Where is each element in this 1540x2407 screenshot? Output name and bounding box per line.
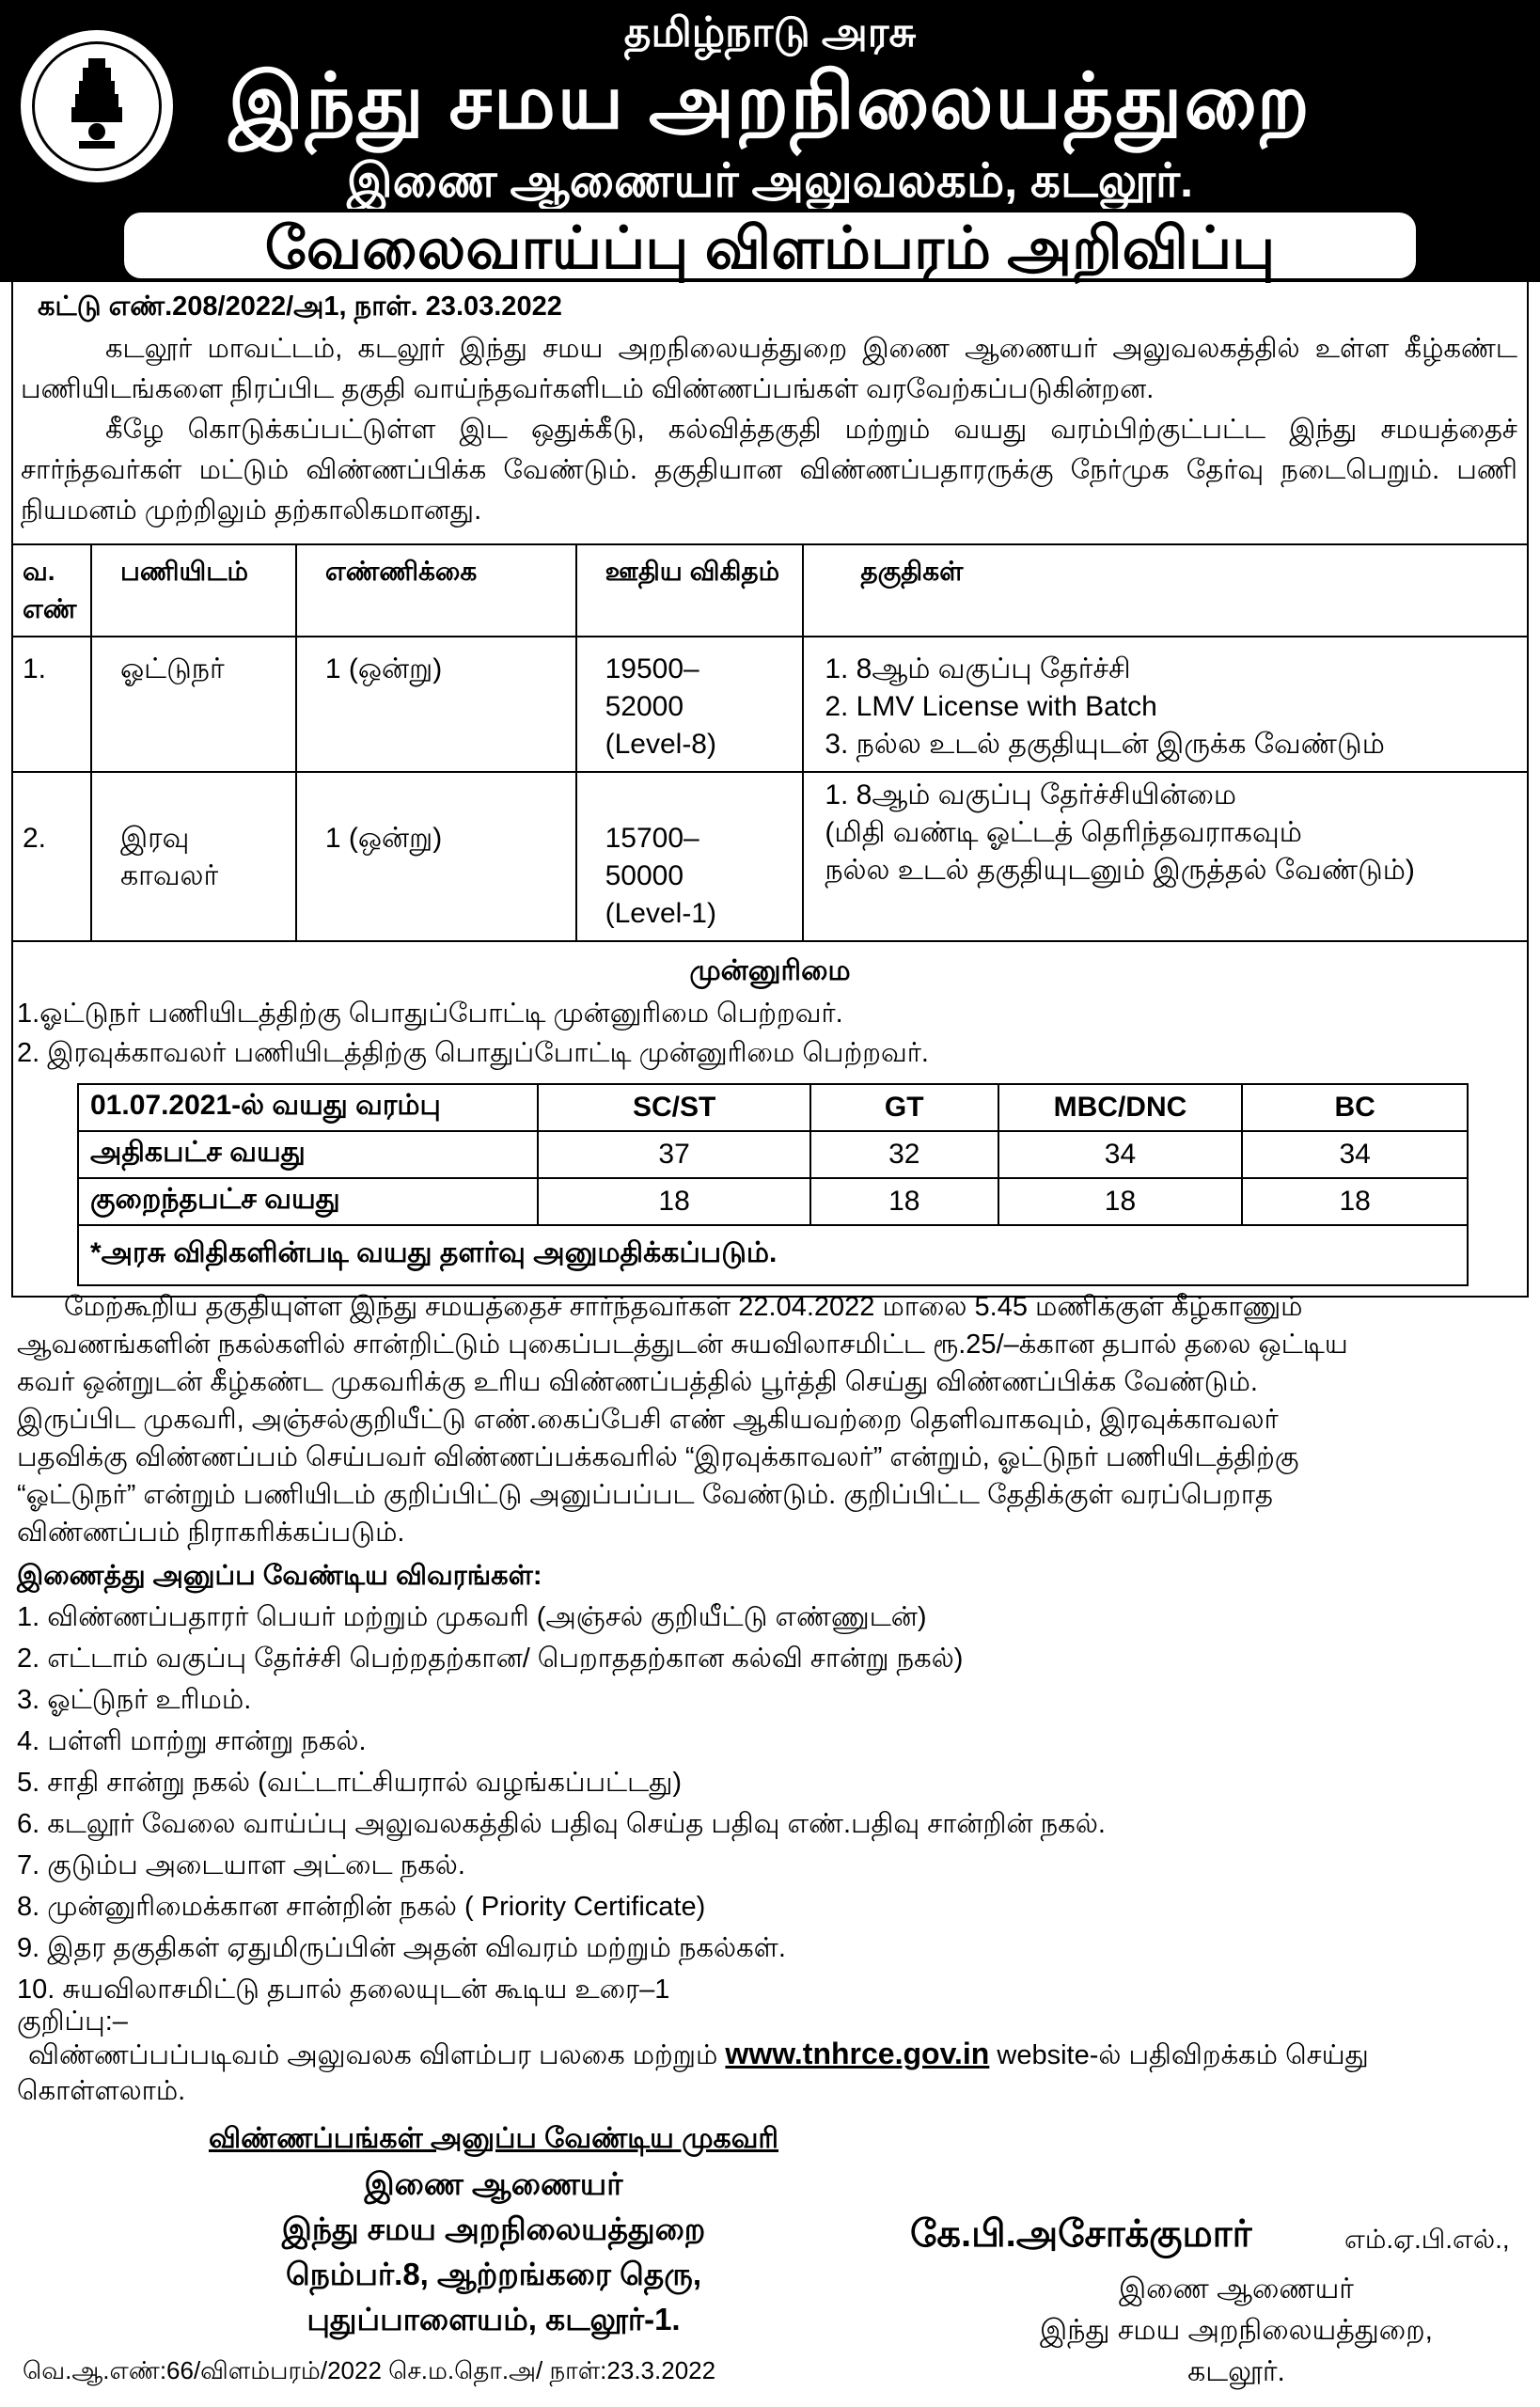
age-header-gt: GT	[810, 1084, 998, 1131]
table-row	[78, 1178, 1468, 1225]
priority-title: முன்னுரிமை	[689, 955, 851, 986]
age-header-mbc: MBC/DNC	[998, 1084, 1243, 1131]
reference-number: கட்டு எண்.208/2022/அ1, நாள். 23.03.2022	[38, 291, 562, 322]
age-header-bc: BC	[1242, 1084, 1468, 1131]
document-item: 9. இதர தகுதிகள் ஏதுமிருப்பின் அதன் விவரம் மற்றும் நகல்கள்.	[17, 1933, 786, 1963]
document-item: 7. குடும்ப அடையாள அட்டை நகல்.	[17, 1850, 465, 1880]
document-item: 8. முன்னுரிமைக்கான சான்றின் நகல் ( Priority Certificate)	[17, 1892, 706, 1922]
post-line: இரவு	[119, 823, 190, 854]
qualification-line: 3. நல்ல உடல் தகுதியுடன் இருக்க வேண்டும்	[825, 729, 1385, 760]
pay-line: (Level-8)	[605, 729, 716, 760]
address-line: இந்து சமய அறநிலையத்துறை	[281, 2211, 706, 2246]
row-sno: 2.	[12, 772, 91, 941]
col-header-pay: ஊதிய விகிதம்	[576, 544, 804, 637]
qualification-line: (மிதி வண்டி ஓட்டத் தெரிந்தவராகவும்	[825, 817, 1302, 848]
document-item: 5. சாதி சான்று நகல் (வட்டாட்சியரால் வழங்கப்பட்டது)	[17, 1768, 683, 1798]
priority-item: 2. இரவுக்காவலர் பணியிடத்திற்கு பொதுப்போட்டி முன்னுரிமை பெற்றவர்.	[17, 1038, 929, 1068]
row-post: ஓட்டுநர்	[91, 637, 296, 772]
document-item: 1. விண்ணப்பதாரர் பெயர் மற்றும் முகவரி (அஞ்சல் குறியீட்டு எண்ணுடன்)	[17, 1602, 927, 1632]
age-relaxation-note: *அரசு விதிகளின்படி வயது தளர்வு அனுமதிக்கப்படும்.	[78, 1225, 1468, 1285]
intro-paragraph-2: கீழே கொடுக்கப்பட்டுள்ள இட ஒதுக்கீடு, கல்வித்தகுதி மற்றும் வயது வரம்பிற்குட்பட்ட இந்து சமயத்தைச் சார்ந்தவர்கள் மட்டும் விண்ணப்பிக்க வேண்டும். தகுதியான விண்ணப்பதாரருக்கு நேர்முக தேர்வு நடைபெறும். பணி நியமனம் முற்றிலும் தற்காலிகமானது.	[21, 415, 1517, 526]
qualification-line: 1. 8ஆம் வகுப்பு தேர்ச்சி	[825, 653, 1131, 684]
address-line: இணை ஆணையர்	[364, 2166, 623, 2201]
col-header-sno: வ. எண்	[12, 544, 91, 637]
max-age-bc: 34	[1242, 1131, 1468, 1178]
signatory-line: இந்து சமய அறநிலையத்துறை,	[1040, 2315, 1433, 2346]
age-header-label: 01.07.2021-ல் வயது வரம்பு	[78, 1084, 538, 1131]
signatory-degree: எம்.ஏ.பி.எல்.,	[1344, 2225, 1510, 2254]
min-age-gt: 18	[810, 1178, 998, 1225]
body-line: இருப்பிட முகவரி, அஞ்சல்குறியீட்டு எண்.கைப்பேசி எண் ஆகியவற்றை தெளிவாகவும், இரவுக்காவலர்	[17, 1405, 1279, 1435]
table-row	[12, 637, 1528, 772]
post-line: காவலர்	[119, 860, 219, 891]
qualification-line: 2. LMV License with Batch	[825, 691, 1157, 722]
col-header-count: எண்ணிக்கை	[296, 544, 576, 637]
posts-table	[11, 543, 1529, 942]
note-text: விண்ணப்பப்படிவம் அலுவலக விளம்பர பலகை மற்றும்	[28, 2040, 718, 2070]
note-text-end: website-ல் பதிவிறக்கம் செய்து	[997, 2040, 1369, 2070]
pay-line: 19500–	[605, 653, 699, 684]
table-row	[12, 772, 1528, 941]
office-title: இணை ஆணையர் அலுவலகம், கடலூர்.	[347, 154, 1193, 207]
signatory-name: கே.பி.அசோக்குமார்	[910, 2213, 1252, 2255]
pay-line: (Level-1)	[605, 898, 716, 929]
max-age-mbc: 34	[998, 1131, 1243, 1178]
document-item: 3. ஓட்டுநர் உரிமம்.	[17, 1685, 252, 1715]
table-header-row	[12, 544, 1528, 637]
document-item: 6. கடலூர் வேலை வாய்ப்பு அலுவலகத்தில் பதிவு செய்த பதிவு எண்.பதிவு சான்றின் நகல்.	[17, 1809, 1106, 1839]
note-line-2: கொள்ளலாம்.	[17, 2076, 186, 2106]
signatory-line: இணை ஆணையர்	[1119, 2273, 1354, 2305]
col-header-qualifications: தகுதிகள்	[803, 544, 1528, 637]
document-item: 4. பள்ளி மாற்று சான்று நகல்.	[17, 1726, 367, 1756]
intro-paragraph-1: கடலூர் மாவட்டம், கடலூர் இந்து சமய அறநிலையத்துறை இணை ஆணையர் அலுவலகத்தில் உள்ள கீழ்கண்ட பணியிடங்களை நிரப்பிட தகுதி வாய்ந்தவர்களிடம் விண்ணப்பங்கள் வரவேற்கப்படுகின்றன.	[21, 334, 1517, 404]
note-line	[28, 2037, 1369, 2074]
department-title: இந்து சமய அறநிலையத்துறை	[228, 59, 1312, 145]
address-line: புதுப்பாளையம், கடலூர்-1.	[306, 2302, 681, 2336]
document-item: 2. எட்டாம் வகுப்பு தேர்ச்சி பெற்றதற்கான/ பெறாததற்கான கல்வி சான்று நகல்)	[17, 1644, 964, 1674]
body-line: பதவிக்கு விண்ணப்பம் செய்பவர் விண்ணப்பக்கவரில் “இரவுக்காவலர்” என்றும், ஓட்டுநர் பணியிடத்திற்கு	[17, 1442, 1299, 1472]
pay-line: 50000	[605, 860, 684, 891]
min-age-bc: 18	[1242, 1178, 1468, 1225]
pay-line: 15700–	[605, 823, 699, 854]
row-qualifications	[803, 772, 1528, 941]
row-count: 1 (ஒன்று)	[296, 772, 576, 941]
government-title: தமிழ்நாடு அரசு	[623, 9, 917, 55]
row-pay	[576, 637, 804, 772]
table-row	[78, 1131, 1468, 1178]
min-age-label: குறைந்தபட்ச வயது	[78, 1178, 538, 1225]
row-pay	[576, 772, 804, 941]
age-header-scst: SC/ST	[538, 1084, 810, 1131]
footer-reference: வெ.ஆ.எண்:66/விளம்பரம்/2022 செ.ம.தொ.அ/ நாள்:23.3.2022	[23, 2356, 716, 2384]
announcement-banner: வேலைவாய்ப்பு விளம்பரம் அறிவிப்பு	[120, 209, 1420, 282]
pay-line: 52000	[605, 691, 684, 722]
table-row	[78, 1225, 1468, 1285]
max-age-label: அதிகபட்ச வயது	[78, 1131, 538, 1178]
table-row	[78, 1084, 1468, 1131]
body-line: கவர் ஒன்றுடன் கீழ்கண்ட முகவரிக்கு உரிய விண்ணப்பத்தில் பூர்த்தி செய்து விண்ணப்பிக்க வேண்டும்.	[17, 1367, 1258, 1397]
age-limit-table	[77, 1083, 1469, 1286]
max-age-gt: 32	[810, 1131, 998, 1178]
body-line: “ஓட்டுநர்” என்றும் பணியிடம் குறிப்பிட்டு அனுப்பப்பட வேண்டும். குறிப்பிட்ட தேதிக்குள் வரப்பெறாத	[17, 1480, 1273, 1510]
min-age-mbc: 18	[998, 1178, 1243, 1225]
website-link[interactable]: www.tnhrce.gov.in	[725, 2037, 990, 2070]
body-line: விண்ணப்பம் நிராகரிக்கப்படும்.	[17, 1518, 405, 1548]
documents-title: இணைத்து அனுப்ப வேண்டிய விவரங்கள்:	[17, 1561, 542, 1591]
row-qualifications	[803, 637, 1528, 772]
address-title: விண்ணப்பங்கள் அனுப்ப வேண்டிய முகவரி	[208, 2123, 779, 2154]
qualification-line: 1. 8ஆம் வகுப்பு தேர்ச்சியின்மை	[825, 779, 1236, 810]
row-sno: 1.	[12, 637, 91, 772]
max-age-scst: 37	[538, 1131, 810, 1178]
row-post	[91, 772, 296, 941]
signatory-line: கடலூர்.	[1187, 2356, 1285, 2387]
min-age-scst: 18	[538, 1178, 810, 1225]
header	[0, 0, 1540, 282]
body-line: மேற்கூறிய தகுதியுள்ள இந்து சமயத்தைச் சார்ந்தவர்கள் 22.04.2022 மாலை 5.45 மணிக்குள் கீழ்காணும்	[64, 1292, 1303, 1322]
qualification-line: நல்ல உடல் தகுதியுடனும் இருத்தல் வேண்டும்)	[825, 855, 1415, 886]
col-header-post: பணியிடம்	[91, 544, 296, 637]
priority-item: 1.ஓட்டுநர் பணியிடத்திற்கு பொதுப்போட்டி முன்னுரிமை பெற்றவர்.	[17, 999, 843, 1029]
address-line: நெம்பர்.8, ஆற்றங்கரை தெரு,	[285, 2257, 702, 2291]
note-label: குறிப்பு:–	[17, 2006, 128, 2037]
row-count: 1 (ஒன்று)	[296, 637, 576, 772]
body-line: ஆவணங்களின் நகல்களில் சான்றிட்டும் புகைப்படத்துடன் சுயவிலாசமிட்ட ரூ.25/–க்கான தபால் தலை ஒட்டிய	[17, 1329, 1348, 1360]
document-item: 10. சுயவிலாசமிட்டு தபால் தலையுடன் கூடிய உரை–1	[17, 1974, 670, 2005]
